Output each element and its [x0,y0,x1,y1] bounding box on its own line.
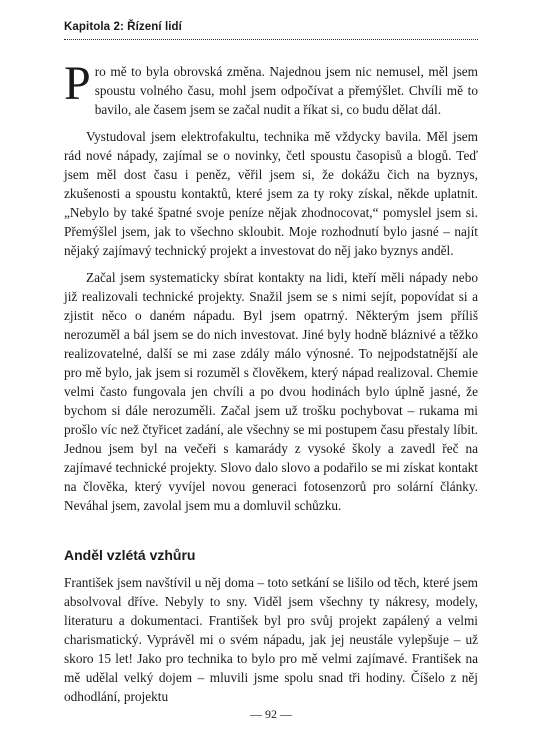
paragraph: Vystudoval jsem elektrofakultu, technika mě vždycky bavila. Měl jsem rád nové nápady, zajímal se o novinky, četl spoustu časopisů a blogů. Teď jsem měl dost času i peněz, věřil jsem si, že dokážu čich na byznys, zkušenosti a spoustu kontaktů, které jsem za ty roky získal, někde uplatnit. „Nebylo by také špatné svoje peníze nějak zhodnocovat,“ pomyslel jsem si. Přemýšlel jsem, jak to všechno skloubit. Moje rozhodnutí bylo jasné – najít nějaký zajímavý technický projekt a investovat do něj jako byznys anděl. [64,129,478,258]
book-page [64,0,478,737]
drop-cap: P [64,57,91,110]
page-number: — 92 — [250,707,292,721]
running-head: Kapitola 2: Řízení lidí [64,21,478,40]
paragraph: Začal jsem systematicky sbírat kontakty na lidi, kteří měli nápady nebo již realizovali technické projekty. Snažil jsem se s nimi sejít, popovídat si a zjistit něco o daném nápadu. Byl jsem opatrný. Některým jsem příliš nerozuměl a bál jsem se do nich investovat. Jiné byly hodně bláznivé a těžko realizovatelné, další se mi zase zdály málo výnosné. To nejpodstatnější ale pro mě bylo, jak jsem si rozuměl s člověkem, který nápad realizoval. Chemie velmi často fungovala jen chvíli a po dvou hodinách bylo úplně jasné, že bychom si dále nerozuměli. Začal jsem už trošku pochybovat – rukama mi prošlo víc než čtyřicet zadání, ale všechny se mi postupem času přestaly líbit. Jednou jsem byl na večeři s kamarády z vysoké školy a zavedl řeč na zajímavé technické projekty. Slovo dalo slovo a podařilo se mi získat kontakt na člověka, který vyvíjel novou generaci fotosenzorů pro solární články. Neváhal jsem, zavolal jsem mu a domluvil schůzku. [64,270,478,513]
intro-text: ro mě to byla obrovská změna. Najednou jsem nic nemusel, měl jsem spoustu volného času, mohl jsem odpočívat a přemýšlet. Chvíli mě to bavilo, ale časem jsem se začal nudit a říkat si, co budu dělat dál. [94,64,478,117]
section-heading: Anděl vzlétá vzhůru [64,547,196,563]
section-paragraph: František jsem navštívil u něj doma – toto setkání se lišilo od těch, které jsem absolvoval dříve. Nebyly to sny. Viděl jsem všechny ty nákresy, modely, literaturu a dokumentaci. František byl pro svůj projekt zapálený a velmi charismatický. Vyprávěl mi o svém nápadu, jak jej neustále vylepšuje – už skoro 15 let! Jako pro technika to bylo pro mě velmi zajímavé. František na mě udělal velký dojem – mluvili jsme spolu snad tři hodiny. Číšelo z něj odhodlání, projektu [64,575,478,704]
body-text [64,57,478,714]
intro-paragraph [64,57,478,119]
